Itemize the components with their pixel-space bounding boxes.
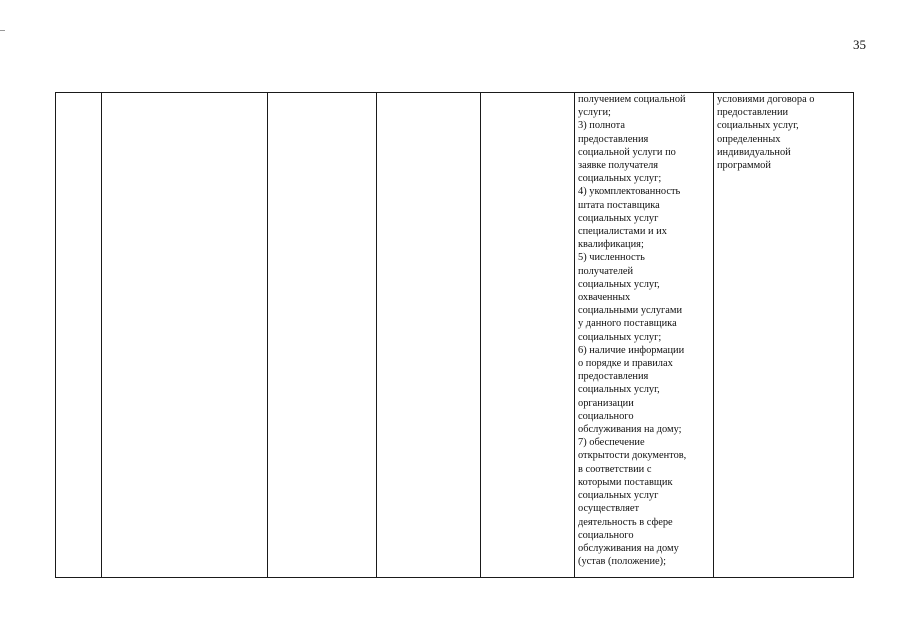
criteria-text [578,93,710,568]
text-line: квалификация; [578,239,644,251]
page-number: 35 [853,37,866,52]
text-line: обслуживания на дому; [578,424,682,436]
text-line: социальных услуг, [717,120,799,132]
table-cell-col6 [575,93,714,578]
table-cell-col1 [56,93,102,578]
text-line: социальных услуг, [578,384,660,396]
text-line: предоставлении [717,107,789,119]
table-cell-col4 [377,93,481,578]
text-line: 4) укомплектованность [578,186,681,198]
text-line: предоставления [578,133,649,145]
text-line: в соответствии с [578,463,652,475]
document-table [55,92,854,578]
text-line: социальных услуг [578,490,659,502]
text-line: специалистами и их [578,226,667,238]
text-line: получателей [578,265,634,277]
table-row [56,93,854,578]
text-line: открытости документов, [578,450,687,462]
text-line: социальных услуг, [578,278,660,290]
text-line: предоставления [578,371,649,383]
text-line: определенных [717,133,781,145]
text-line: социальных услуг [578,212,659,224]
text-line: индивидуальной [717,146,791,158]
conditions-text [717,93,850,172]
text-line: охваченных [578,292,631,304]
text-line: 7) обеспечение [578,437,645,449]
scan-margin-mark [0,30,5,31]
text-line: получением социальной [578,94,686,105]
text-line: (устав (положение); [578,556,666,568]
text-line: социальными услугами [578,305,683,317]
text-line: деятельность в сфере [578,516,673,528]
text-line: заявке получателя [578,160,659,172]
text-line: социального [578,410,634,422]
text-line: социальных услуг; [578,173,662,185]
text-line: обслуживания на дому [578,542,679,554]
table-cell-col3 [268,93,377,578]
text-line: осуществляет [578,503,640,515]
table-cell-col2 [102,93,268,578]
text-line: социальных услуг; [578,331,662,343]
text-line: которыми поставщик [578,476,673,488]
text-line: 5) численность [578,252,645,264]
text-line: о порядке и правилах [578,358,673,370]
text-line: организации [578,397,634,409]
text-line: услуги; [578,107,611,119]
text-line: условиями договора о [717,94,815,105]
text-line: у данного поставщика [578,318,677,330]
table-cell-col7 [714,93,854,578]
text-line: социального [578,529,634,541]
text-line: штата поставщика [578,199,660,211]
text-line: программой [717,160,771,172]
table-cell-col5 [481,93,575,578]
text-line: 6) наличие информации [578,344,685,356]
text-line: 3) полнота [578,120,625,132]
text-line: социальной услуги по [578,146,676,158]
